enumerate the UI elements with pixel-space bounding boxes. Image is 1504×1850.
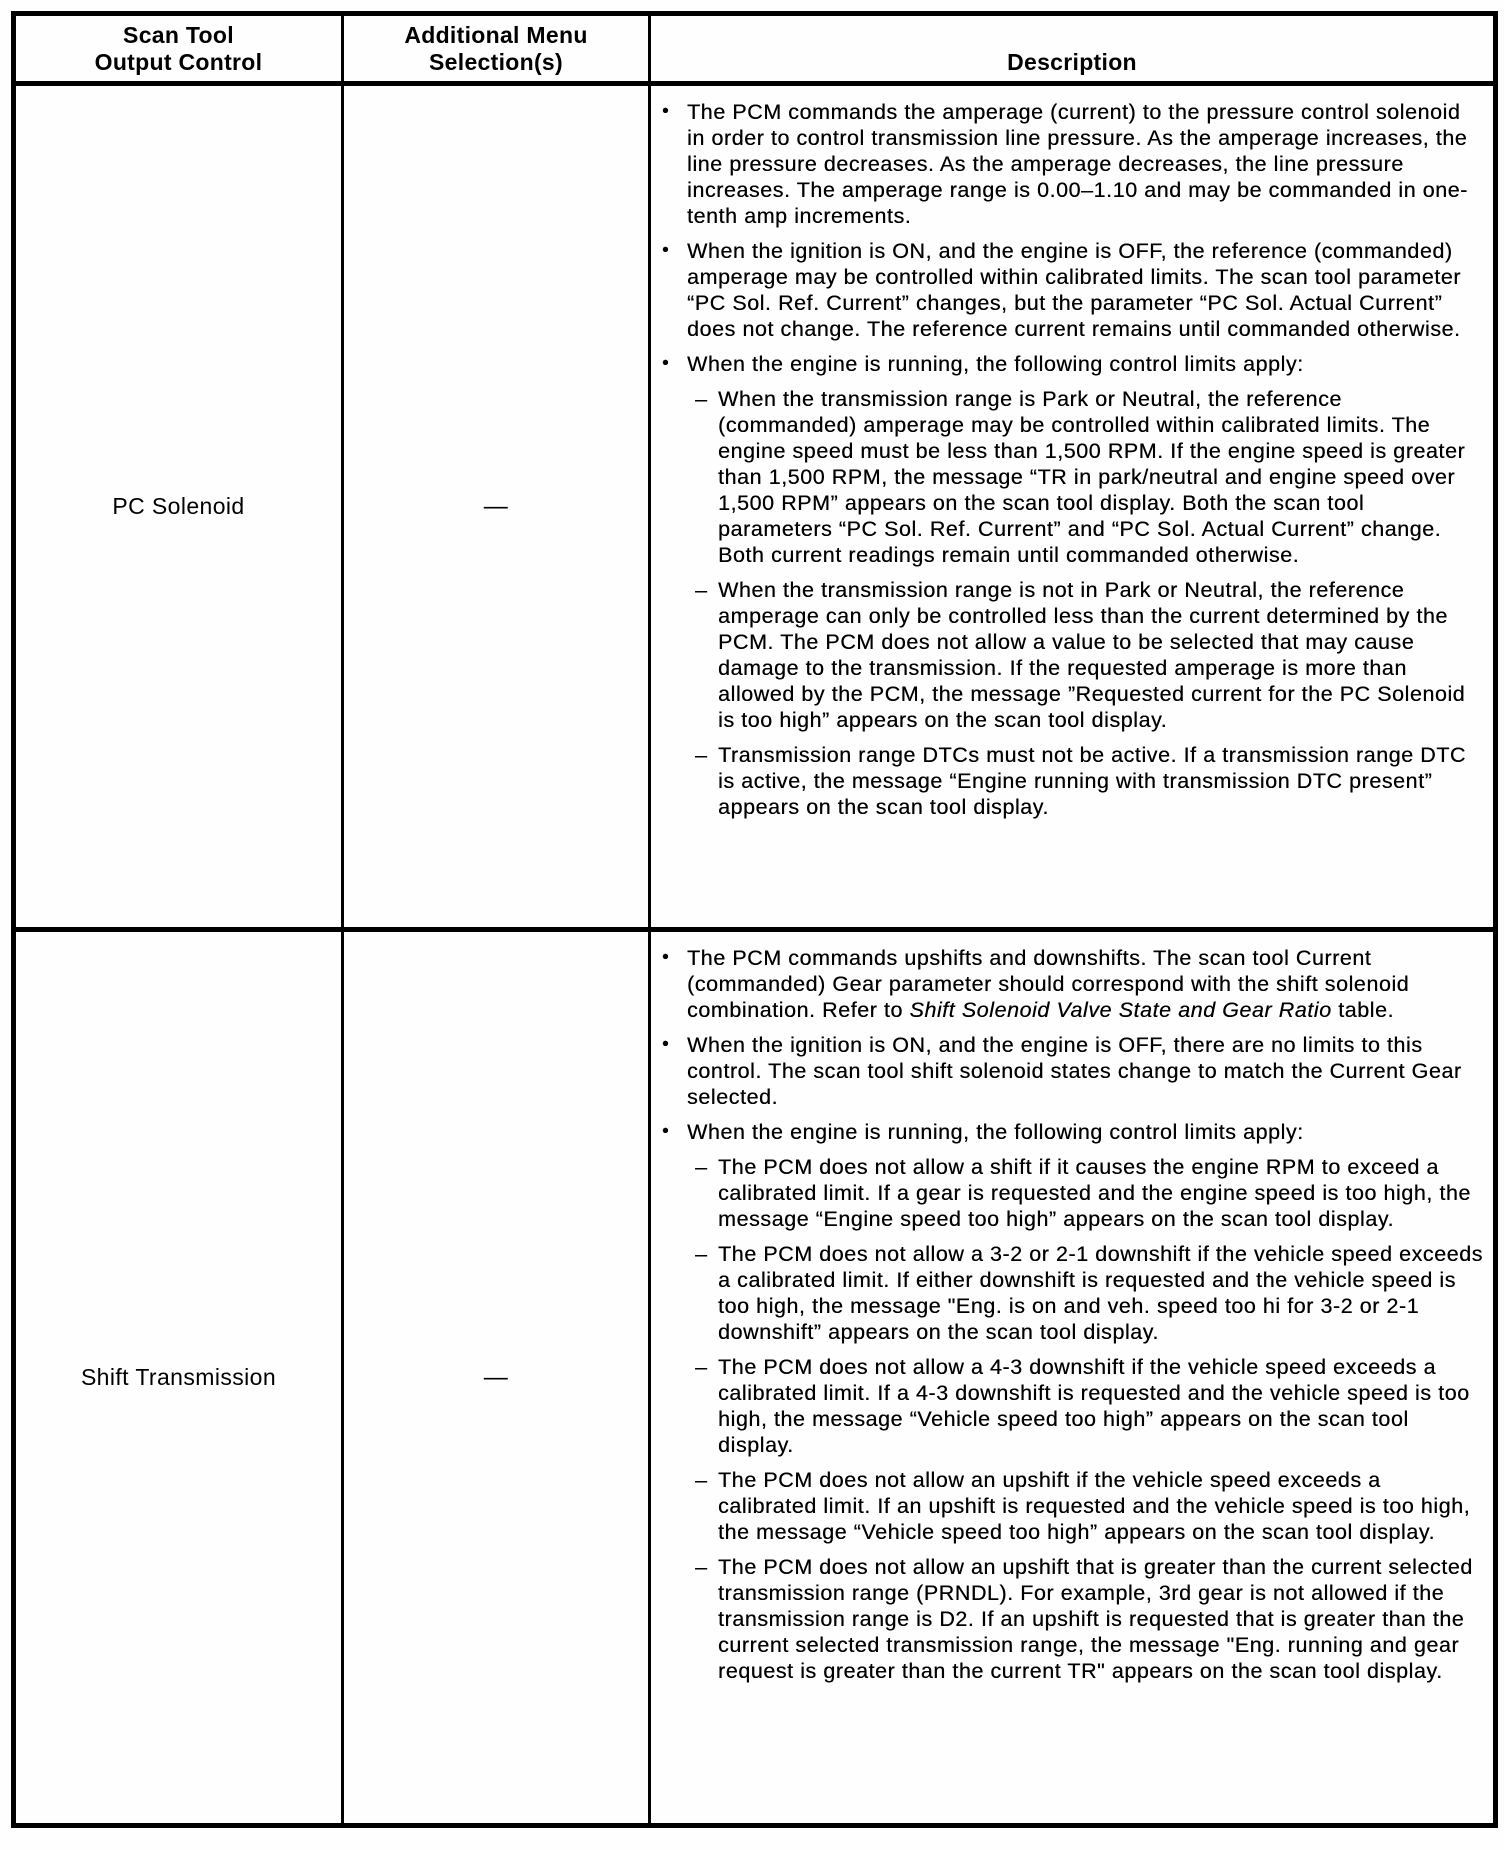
header-line: Scan Tool bbox=[123, 22, 234, 48]
bullet-marker: • bbox=[662, 101, 670, 122]
menu-selection-value: — bbox=[483, 1363, 509, 1391]
bullet-text: When the engine is running, the following control limits apply: bbox=[687, 352, 1304, 376]
sub-item bbox=[695, 1154, 1483, 1232]
header-line: Additional Menu bbox=[404, 22, 588, 48]
bullet-marker: • bbox=[662, 240, 670, 261]
dash-marker: – bbox=[695, 743, 708, 767]
bullet-item bbox=[659, 238, 1483, 342]
sub-item bbox=[695, 1554, 1483, 1684]
menu-selection-value: — bbox=[483, 492, 509, 520]
menu-selection-cell bbox=[343, 84, 650, 930]
bullet-item bbox=[659, 351, 1483, 377]
scan-tool-output-control-table bbox=[11, 11, 1498, 1828]
bullet-text-segment-italic: Shift Solenoid Valve State and Gear Ratio bbox=[909, 998, 1332, 1022]
bullet-item bbox=[659, 1119, 1483, 1145]
bullet-marker: • bbox=[662, 947, 670, 968]
description-cell bbox=[650, 930, 1496, 1826]
sub-item bbox=[695, 742, 1483, 820]
dash-marker: – bbox=[695, 1555, 708, 1579]
header-line: Selection(s) bbox=[429, 49, 563, 75]
bullet-text: When the ignition is ON, and the engine is OFF, there are no limits to this control. The scan tool shift solenoid states change to match the Current Gear selected. bbox=[687, 1033, 1462, 1109]
sub-item bbox=[695, 386, 1483, 568]
dash-marker: – bbox=[695, 1468, 708, 1492]
sub-item bbox=[695, 1467, 1483, 1545]
header-line: Description bbox=[1007, 49, 1137, 75]
bullet-text-segment: The PCM commands upshifts and downshifts. The scan tool Current (commanded) Gear parameter should correspond with the shift solenoid combination. Refer to bbox=[687, 946, 1410, 1022]
control-cell bbox=[14, 84, 343, 930]
dash-marker: – bbox=[695, 387, 708, 411]
bullet-item bbox=[659, 1032, 1483, 1110]
control-label: Shift Transmission bbox=[80, 1364, 277, 1390]
bullet-item bbox=[659, 945, 1483, 1023]
sub-item-text: The PCM does not allow a 4-3 downshift if the vehicle speed exceeds a calibrated limit. If a 4-3 downshift is requested and the vehicle speed is too high, the message “Vehicle speed too high” appears on the scan tool display. bbox=[718, 1355, 1470, 1457]
bullet-marker: • bbox=[662, 1121, 670, 1142]
sub-item-text: The PCM does not allow a shift if it causes the engine RPM to exceed a calibrated limit. If a gear is requested and the engine speed is too high, the message “Engine speed too high” appears on the scan tool display. bbox=[718, 1155, 1471, 1231]
dash-marker: – bbox=[695, 1355, 708, 1379]
bullet-text-segment: table. bbox=[1331, 998, 1394, 1022]
bullet-item bbox=[659, 99, 1483, 229]
control-cell bbox=[14, 930, 343, 1826]
bullet-text: When the engine is running, the following control limits apply: bbox=[687, 1120, 1304, 1144]
sub-item-text: The PCM does not allow a 3-2 or 2-1 downshift if the vehicle speed exceeds a calibrated limit. If either downshift is requested and the vehicle speed is too high, the message "Eng. is on and veh. speed too hi for 3-2 or 2-1 downshift” appears on the scan tool display. bbox=[718, 1242, 1483, 1344]
bullet-text bbox=[687, 945, 1483, 1023]
sub-item bbox=[695, 1354, 1483, 1458]
sub-item-text: Transmission range DTCs must not be active. If a transmission range DTC is active, the message “Engine running with transmission DTC present” appears on the scan tool display. bbox=[718, 743, 1467, 819]
bullet-marker: • bbox=[662, 1034, 670, 1055]
menu-selection-cell bbox=[343, 930, 650, 1826]
bullet-marker: • bbox=[662, 353, 670, 374]
sub-item-text: The PCM does not allow an upshift if the vehicle speed exceeds a calibrated limit. If an upshift is requested and the vehicle speed is too high, the message “Vehicle speed too high” appears on the scan tool display. bbox=[718, 1468, 1471, 1544]
bullet-text: The PCM commands the amperage (current) to the pressure control solenoid in order to control transmission line pressure. As the amperage increases, the line pressure decreases. As the amperage decreases, the line pressure increases. The amperage range is 0.00–1.10 and may be commanded in one-tenth amp increments. bbox=[687, 100, 1468, 228]
table-header-row bbox=[14, 14, 1496, 84]
table-row-shift-transmission bbox=[14, 930, 1496, 1826]
table-row-pc-solenoid bbox=[14, 84, 1496, 930]
sub-item bbox=[695, 1241, 1483, 1345]
header-description bbox=[650, 14, 1496, 84]
sub-item bbox=[695, 577, 1483, 733]
description-cell bbox=[650, 84, 1496, 930]
control-label: PC Solenoid bbox=[112, 493, 245, 519]
sub-item-text: When the transmission range is not in Park or Neutral, the reference amperage can only be controlled less than the current determined by the PCM. The PCM does not allow a value to be selected that may cause damage to the transmission. If the requested amperage is more than allowed by the PCM, the message ”Requested current for the PC Solenoid is too high” appears on the scan tool display. bbox=[718, 578, 1466, 732]
dash-marker: – bbox=[695, 1155, 708, 1179]
sub-item-text: When the transmission range is Park or Neutral, the reference (commanded) amperage may be controlled within calibrated limits. The engine speed must be less than 1,500 RPM. If the engine speed is greater than 1,500 RPM, the message “TR in park/neutral and engine speed over 1,500 RPM” appears on the scan tool display. Both the scan tool parameters “PC Sol. Ref. Current” and “PC Sol. Actual Current” change. Both current readings remain until commanded otherwise. bbox=[718, 387, 1466, 567]
dash-marker: – bbox=[695, 578, 708, 602]
bullet-text: When the ignition is ON, and the engine is OFF, the reference (commanded) amperage may be controlled within calibrated limits. The scan tool parameter “PC Sol. Ref. Current” changes, but the parameter “PC Sol. Actual Current” does not change. The reference current remains until commanded otherwise. bbox=[687, 239, 1461, 341]
header-additional-menu-selections bbox=[343, 14, 650, 84]
header-line: Output Control bbox=[94, 49, 263, 75]
dash-marker: – bbox=[695, 1242, 708, 1266]
header-scan-tool-output-control bbox=[14, 14, 343, 84]
sub-item-text: The PCM does not allow an upshift that is greater than the current selected transmission range (PRNDL). For example, 3rd gear is not allowed if the transmission range is D2. If an upshift is requested that is greater than the current selected transmission range, the message "Eng. running and gear request is greater than the current TR" appears on the scan tool display. bbox=[718, 1555, 1473, 1683]
